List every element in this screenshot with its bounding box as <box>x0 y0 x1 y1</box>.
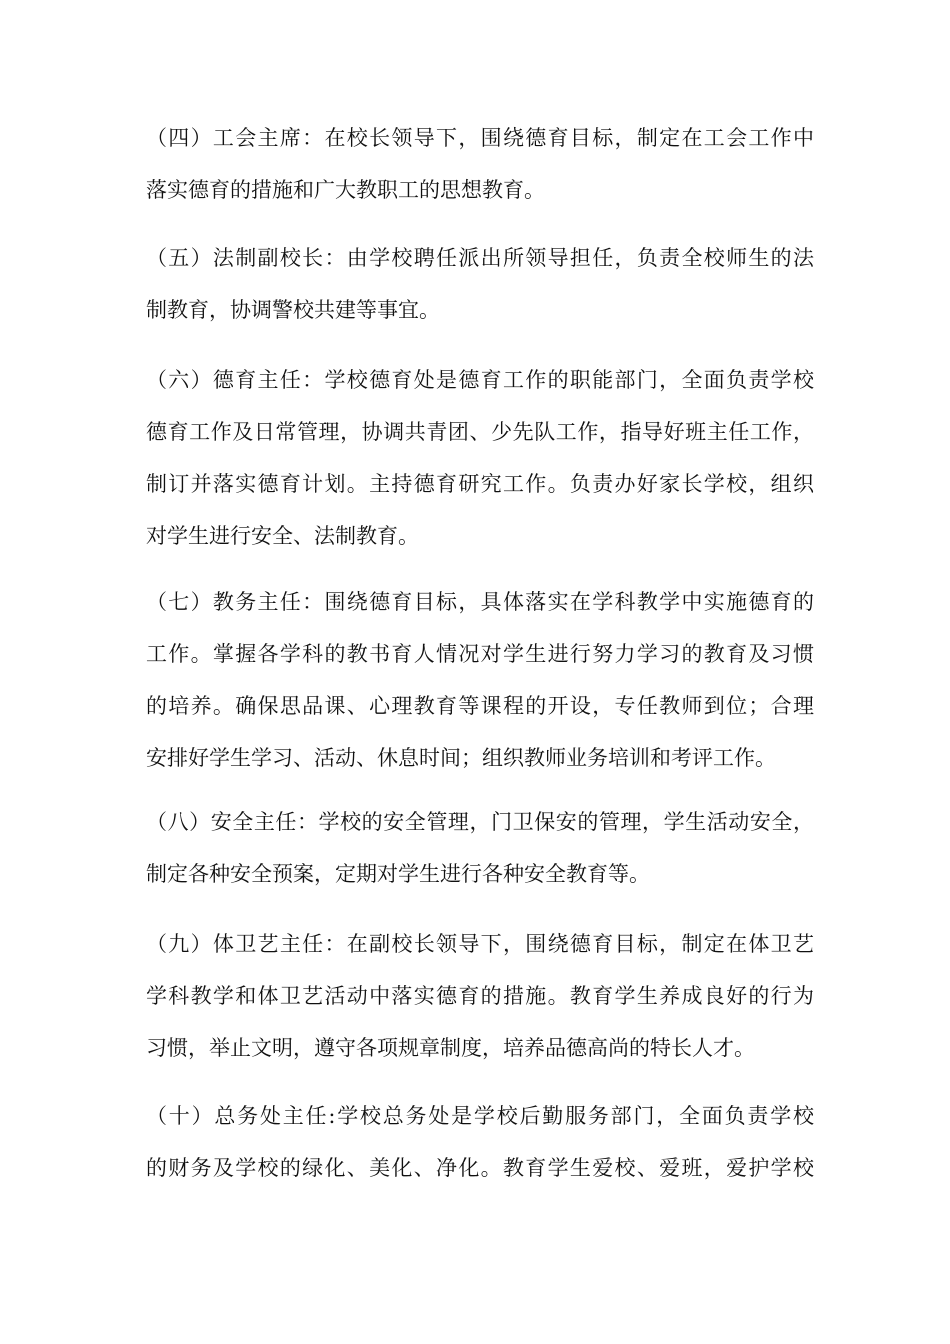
text-line: 制教育，协调警校共建等事宜。 <box>146 298 440 322</box>
text-line: 安排好学生学习、活动、休息时间；组织教师业务培训和考评工作。 <box>146 746 776 770</box>
text-line: 学科教学和体卫艺活动中落实德育的措施。教育学生养成良好的行为 <box>146 984 814 1008</box>
text-line: 落实德育的措施和广大教职工的思想教育。 <box>146 178 545 202</box>
text-line: （八）安全主任：学校的安全管理，门卫保安的管理，学生活动安全， <box>146 810 814 834</box>
paragraph-union-chair <box>146 112 814 216</box>
text-line: 德育工作及日常管理，协调共青团、少先队工作，指导好班主任工作， <box>146 420 814 444</box>
text-line: 习惯，举止文明，遵守各项规章制度，培养品德高尚的特长人才。 <box>146 1036 755 1060</box>
text-line: （五）法制副校长：由学校聘任派出所领导担任，负责全校师生的法 <box>146 246 814 270</box>
paragraph-sports-health-arts-director <box>146 918 814 1074</box>
text-line: （十）总务处主任:学校总务处是学校后勤服务部门，全面负责学校 <box>146 1104 814 1128</box>
paragraph-general-affairs-director <box>146 1090 814 1194</box>
text-line: 制订并落实德育计划。主持德育研究工作。负责办好家长学校，组织 <box>146 472 814 496</box>
paragraph-safety-director <box>146 796 814 900</box>
text-line: 工作。掌握各学科的教书育人情况对学生进行努力学习的教育及习惯 <box>146 642 814 666</box>
text-line: （四）工会主席：在校长领导下，围绕德育目标，制定在工会工作中 <box>146 126 814 150</box>
paragraph-legal-vice-principal <box>146 232 814 336</box>
text-line: 的财务及学校的绿化、美化、净化。教育学生爱校、爱班，爱护学校 <box>146 1156 814 1180</box>
paragraph-academic-affairs-director <box>146 576 814 784</box>
text-line: 对学生进行安全、法制教育。 <box>146 524 419 548</box>
text-line: 制定各种安全预案，定期对学生进行各种安全教育等。 <box>146 862 650 886</box>
text-line: （九）体卫艺主任：在副校长领导下，围绕德育目标，制定在体卫艺 <box>146 932 814 956</box>
text-line: （七）教务主任：围绕德育目标，具体落实在学科教学中实施德育的 <box>146 590 814 614</box>
text-line: （六）德育主任：学校德育处是德育工作的职能部门，全面负责学校 <box>146 368 814 392</box>
paragraph-moral-education-director <box>146 354 814 562</box>
text-line: 的培养。确保思品课、心理教育等课程的开设，专任教师到位；合理 <box>146 694 814 718</box>
